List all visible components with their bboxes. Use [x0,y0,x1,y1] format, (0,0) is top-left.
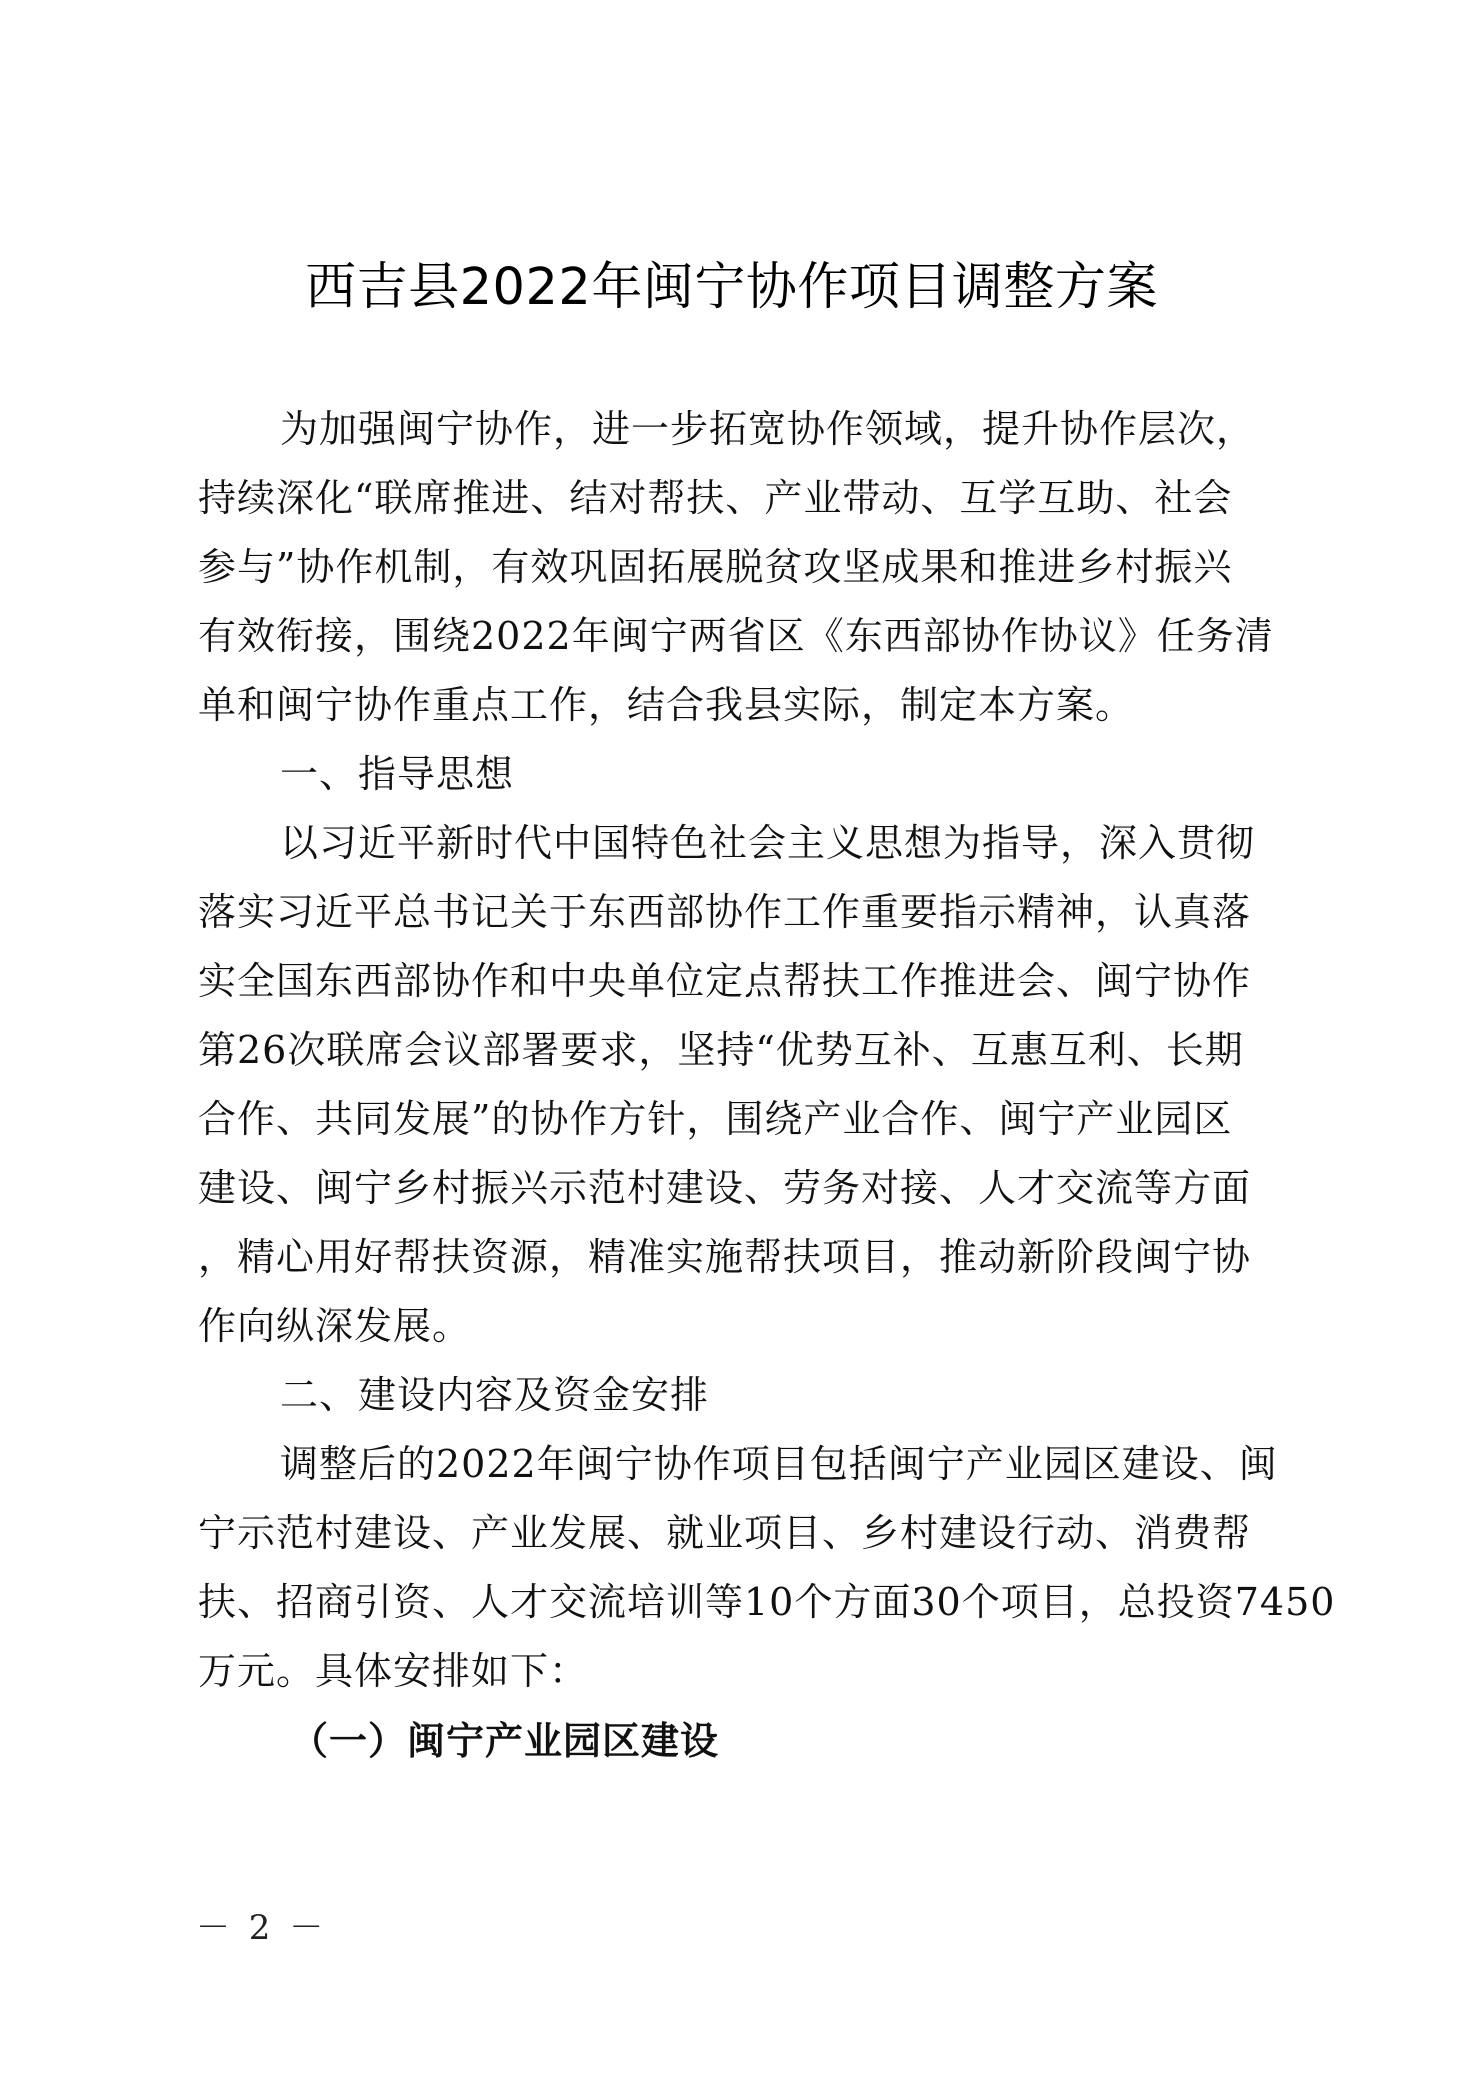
paragraph-line: ，精心用好帮扶资源，精准实施帮扶项目，推动新阶段闽宁协 [198,1235,1252,1279]
paragraph-line: 合作、共同发展”的协作方针，围绕产业合作、闽宁产业园区 [198,1097,1233,1141]
paragraph-line: 第26次联席会议部署要求，坚持“优势互补、互惠互利、长期 [198,1028,1244,1072]
paragraph-line: 实全国东西部协作和中央单位定点帮扶工作推进会、闽宁协作 [198,959,1252,1003]
paragraph-line: 作向纵深发展。 [198,1304,472,1348]
section-heading: 二、建设内容及资金安排 [280,1373,710,1417]
paragraph-line: 以习近平新时代中国特色社会主义思想为指导，深入贯彻 [280,821,1256,865]
subsection-heading: （一）闽宁产业园区建设 [290,1718,720,1763]
paragraph-line: 扶、招商引资、人才交流培训等10个方面30个项目，总投资7450 [198,1580,1336,1624]
paragraph-line: 万元。具体安排如下： [198,1649,589,1693]
paragraph-line: 为加强闽宁协作，进一步拓宽协作领域，提升协作层次， [280,407,1256,451]
paragraph-line: 参与”协作机制，有效巩固拓展脱贫攻坚成果和推进乡村振兴 [198,545,1233,589]
paragraph-line: 单和闽宁协作重点工作，结合我县实际，制定本方案。 [198,683,1135,727]
paragraph-line: 有效衔接，围绕2022年闽宁两省区《东西部协作协议》任务清 [198,614,1274,658]
paragraph-line: 持续深化“联席推进、结对帮扶、产业带动、互学互助、社会 [198,476,1233,520]
paragraph-line: 宁示范村建设、产业发展、就业项目、乡村建设行动、消费帮 [198,1511,1252,1555]
document-title: 西吉县2022年闽宁协作项目调整方案 [305,258,1158,317]
section-heading: 一、指导思想 [280,752,515,796]
paragraph-line: 调整后的2022年闽宁协作项目包括闽宁产业园区建设、闽 [280,1442,1278,1486]
paragraph-line: 建设、闽宁乡村振兴示范村建设、劳务对接、人才交流等方面 [198,1166,1252,1210]
page-number: － 2 － [196,1908,328,1948]
document-body [198,395,1336,1775]
paragraph-line: 落实习近平总书记关于东西部协作工作重要指示精神，认真落 [198,890,1252,934]
